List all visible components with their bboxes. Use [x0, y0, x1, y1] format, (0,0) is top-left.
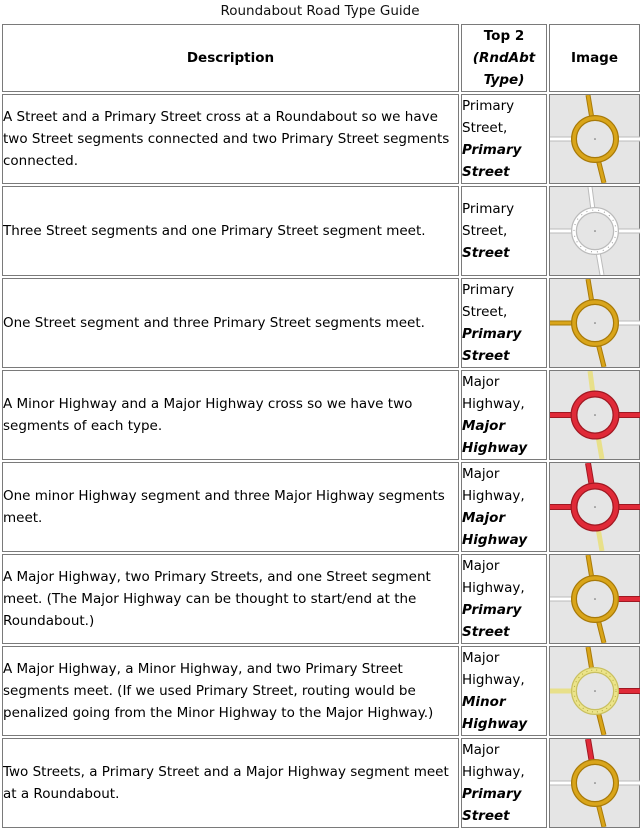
table-row: [2, 738, 640, 828]
row-description: A Major Highway, a Minor Highway, and two Primary Street segments meet. (If we used Primary Street, routing would be penalized going from the Minor Highway to the Major Highway.): [2, 646, 459, 736]
table-row: [2, 646, 640, 736]
roundabout-icon: [550, 463, 640, 551]
row-type-bold: Street: [462, 245, 510, 261]
row-type-normal: Primary Street,: [462, 282, 515, 320]
row-type: [461, 370, 547, 460]
table-row: [2, 186, 640, 276]
table-header-row: [2, 24, 640, 92]
row-type-normal: Major Highway,: [462, 650, 525, 688]
roundabout-icon: [550, 555, 640, 643]
row-type-bold: Primary Street: [462, 786, 522, 824]
row-type-normal: Major Highway,: [462, 466, 525, 504]
row-type: [461, 738, 547, 828]
row-image: [549, 646, 640, 736]
row-image: [549, 554, 640, 644]
row-type-normal: Major Highway,: [462, 742, 525, 780]
row-type-normal: Primary Street,: [462, 98, 515, 136]
row-image: [549, 462, 640, 552]
header-type-line3: Type): [483, 72, 525, 88]
header-type-line2: (RndAbt: [472, 50, 536, 66]
row-image: [549, 738, 640, 828]
row-type-bold: Primary Street: [462, 142, 522, 180]
table-row: [2, 370, 640, 460]
table-row: [2, 278, 640, 368]
header-description: Description: [2, 24, 459, 92]
row-type-normal: Primary Street,: [462, 201, 515, 239]
row-description: One minor Highway segment and three Major Highway segments meet.: [2, 462, 459, 552]
row-type: [461, 94, 547, 184]
row-type: [461, 554, 547, 644]
row-description: One Street segment and three Primary Street segments meet.: [2, 278, 459, 368]
roundabout-guide-table: [0, 22, 640, 830]
roundabout-icon: [550, 371, 640, 459]
row-type: [461, 186, 547, 276]
row-type-bold: Major Highway: [462, 418, 528, 456]
row-type-bold: Primary Street: [462, 602, 522, 640]
row-description: Three Street segments and one Primary Street segment meet.: [2, 186, 459, 276]
roundabout-icon: [550, 187, 640, 275]
row-description: A Major Highway, two Primary Streets, and one Street segment meet. (The Major Highway can be thought to start/end at the Roundabout.): [2, 554, 459, 644]
header-image: Image: [549, 24, 640, 92]
row-type-bold: Primary Street: [462, 326, 522, 364]
table-row: [2, 94, 640, 184]
row-image: [549, 94, 640, 184]
row-type-normal: Major Highway,: [462, 558, 525, 596]
roundabout-icon: [550, 279, 640, 367]
row-description: A Street and a Primary Street cross at a Roundabout so we have two Street segments connected and two Primary Street segments connected.: [2, 94, 459, 184]
row-type-bold: Minor Highway: [462, 694, 528, 732]
row-image: [549, 186, 640, 276]
row-description: Two Streets, a Primary Street and a Major Highway segment meet at a Roundabout.: [2, 738, 459, 828]
table-row: [2, 554, 640, 644]
row-type: [461, 278, 547, 368]
table-caption: Roundabout Road Type Guide: [220, 3, 420, 19]
header-type-line1: Top 2: [483, 28, 525, 44]
row-type: [461, 462, 547, 552]
header-type: [461, 24, 547, 92]
row-description: A Minor Highway and a Major Highway cross so we have two segments of each type.: [2, 370, 459, 460]
table-row: [2, 462, 640, 552]
row-image: [549, 370, 640, 460]
row-type: [461, 646, 547, 736]
row-type-bold: Major Highway: [462, 510, 528, 548]
row-image: [549, 278, 640, 368]
row-type-normal: Major Highway,: [462, 374, 525, 412]
roundabout-icon: [550, 95, 640, 183]
roundabout-icon: [550, 739, 640, 827]
roundabout-icon: [550, 647, 640, 735]
